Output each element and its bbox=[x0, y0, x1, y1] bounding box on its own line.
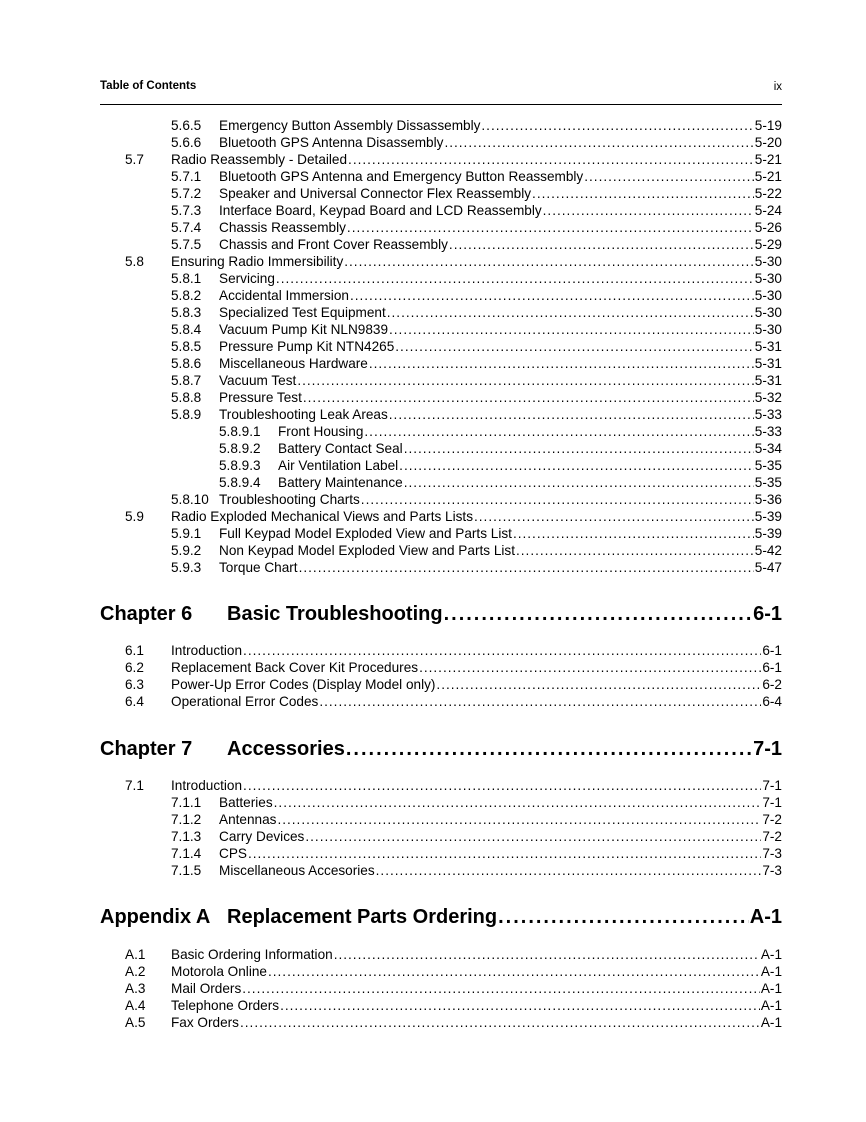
toc-entry-number: 6.3 bbox=[125, 677, 144, 692]
page-header bbox=[100, 78, 782, 105]
toc-entry-title: Introduction bbox=[171, 643, 243, 658]
toc-entry-page: 5-19 bbox=[754, 118, 782, 133]
toc-entry-page: 5-39 bbox=[754, 526, 782, 541]
toc-entry-number: 7.1 bbox=[125, 778, 144, 793]
toc-entry-number: 5.8.5 bbox=[171, 339, 202, 354]
toc-entry-title: CPS bbox=[219, 846, 247, 861]
toc-entry-page: 5-22 bbox=[754, 186, 782, 201]
toc-subentry[interactable] bbox=[219, 423, 782, 440]
toc-entry-page: 6-1 bbox=[762, 643, 782, 658]
toc-entry-number: 5.7.3 bbox=[171, 203, 202, 218]
toc-entry-number: 5.7 bbox=[125, 152, 144, 167]
toc-entry-page: 5-30 bbox=[754, 322, 782, 337]
toc-entry-title: Telephone Orders bbox=[171, 998, 280, 1013]
toc-entry-page: A-1 bbox=[760, 981, 782, 996]
toc-entry-title: Replacement Back Cover Kit Procedures bbox=[171, 660, 419, 675]
toc-entry-number: 5.7.2 bbox=[171, 186, 202, 201]
toc-entry-title: Basic Ordering Information bbox=[171, 947, 333, 962]
toc-section-entry[interactable] bbox=[125, 659, 782, 676]
toc-entry-page: A-1 bbox=[760, 998, 782, 1013]
toc-entry-title: Accidental Immersion bbox=[219, 288, 349, 303]
toc-entry[interactable] bbox=[171, 134, 782, 151]
toc-section-entry[interactable] bbox=[125, 508, 782, 525]
toc-entry[interactable] bbox=[171, 542, 782, 559]
toc-entry-page: 5-20 bbox=[754, 135, 782, 150]
toc-entry-title: Pressure Pump Kit NTN4265 bbox=[219, 339, 395, 354]
toc-entry-page: A-1 bbox=[760, 964, 782, 979]
toc-entry-title: Bluetooth GPS Antenna Disassembly bbox=[219, 135, 444, 150]
toc-section-entry[interactable] bbox=[125, 642, 782, 659]
toc-entry-page: 5-33 bbox=[754, 424, 782, 439]
toc-entry-title: Full Keypad Model Exploded View and Parts List bbox=[219, 526, 512, 541]
toc-entry-number: 5.8.9.2 bbox=[219, 441, 261, 456]
toc-entry[interactable] bbox=[171, 862, 782, 879]
toc-entry-page: 5-42 bbox=[754, 543, 782, 558]
toc-entry[interactable] bbox=[171, 828, 782, 845]
toc-entry-number: 7.1.5 bbox=[171, 863, 202, 878]
toc-entry-page: 6-4 bbox=[762, 694, 782, 709]
toc-entry[interactable] bbox=[171, 389, 782, 406]
toc-entry-page: 5-30 bbox=[754, 254, 782, 269]
toc-entry-title: Radio Reassembly - Detailed bbox=[171, 152, 348, 167]
toc-entry-title: Front Housing bbox=[278, 424, 364, 439]
chapter-label: Chapter 7 bbox=[100, 738, 193, 760]
toc-entry-page: A-1 bbox=[760, 1015, 782, 1030]
toc-entry-title: Radio Exploded Mechanical Views and Parts Lists bbox=[171, 509, 473, 524]
toc-entry-title: Motorola Online bbox=[171, 964, 267, 979]
toc-entry[interactable] bbox=[171, 338, 782, 355]
toc-entry[interactable] bbox=[171, 287, 782, 304]
chapter-label: Chapter 6 bbox=[100, 603, 193, 625]
toc-entry-title: Introduction bbox=[171, 778, 243, 793]
toc-entry-page: 6-2 bbox=[762, 677, 782, 692]
toc-entry-page: 5-35 bbox=[754, 458, 782, 473]
toc-entry-number: A.4 bbox=[125, 998, 146, 1013]
toc-entry-title: Specialized Test Equipment bbox=[219, 305, 386, 320]
toc-entry-page: 5-33 bbox=[754, 407, 782, 422]
toc-section-entry[interactable] bbox=[125, 980, 782, 997]
toc-entry-title: Bluetooth GPS Antenna and Emergency Button Reassembly bbox=[219, 169, 584, 184]
toc-entry[interactable] bbox=[171, 304, 782, 321]
toc-entry-page: 5-24 bbox=[754, 203, 782, 218]
toc-entry-number: 5.8.10 bbox=[171, 492, 209, 507]
toc-entry-title: Power-Up Error Codes (Display Model only) bbox=[171, 677, 436, 692]
header-page-number: ix bbox=[773, 81, 782, 93]
toc-entry[interactable] bbox=[171, 491, 782, 508]
toc-entry-page: 5-21 bbox=[754, 152, 782, 167]
toc-entry-page: 5-32 bbox=[754, 390, 782, 405]
toc-entry[interactable] bbox=[171, 372, 782, 389]
toc-entry-number: 6.2 bbox=[125, 660, 144, 675]
toc-section-entry[interactable] bbox=[125, 253, 782, 270]
appendix-page: A-1 bbox=[749, 906, 782, 928]
toc-entry-page: 5-29 bbox=[754, 237, 782, 252]
toc-entry-page: 5-26 bbox=[754, 220, 782, 235]
chapter-heading[interactable] bbox=[100, 736, 782, 762]
toc-entry-page: 5-36 bbox=[754, 492, 782, 507]
toc-entry[interactable] bbox=[171, 321, 782, 338]
toc-entry-title: Emergency Button Assembly Dissassembly bbox=[219, 118, 481, 133]
toc-entry-number: 5.8.4 bbox=[171, 322, 202, 337]
toc-entry-title: Interface Board, Keypad Board and LCD Reassembly bbox=[219, 203, 542, 218]
toc-entry-page: 5-31 bbox=[754, 373, 782, 388]
toc-entry[interactable] bbox=[171, 406, 782, 423]
header-section-title: Table of Contents bbox=[100, 80, 197, 92]
chapter-page: 6-1 bbox=[753, 603, 782, 625]
toc-entry[interactable] bbox=[171, 185, 782, 202]
toc-entry-number: 5.7.1 bbox=[171, 169, 202, 184]
toc-entry-number: 7.1.1 bbox=[171, 795, 202, 810]
toc-entry-number: 7.1.2 bbox=[171, 812, 202, 827]
toc-entry-page: 7-3 bbox=[762, 846, 782, 861]
toc-entry-page: 7-3 bbox=[762, 863, 782, 878]
toc-entry-number: 5.8.9.3 bbox=[219, 458, 261, 473]
toc-entry-number: 5.8.7 bbox=[171, 373, 202, 388]
toc-entry-title: Servicing bbox=[219, 271, 275, 286]
toc-entry[interactable] bbox=[171, 168, 782, 185]
toc-subentry[interactable] bbox=[219, 474, 782, 491]
toc-entry-number: 5.8.9.1 bbox=[219, 424, 261, 439]
toc-entry-number: 5.7.5 bbox=[171, 237, 202, 252]
toc-entry-page: 5-31 bbox=[754, 339, 782, 354]
toc-section-entry[interactable] bbox=[125, 151, 782, 168]
toc-entry-number: 6.1 bbox=[125, 643, 144, 658]
toc-entry-title: Speaker and Universal Connector Flex Reassembly bbox=[219, 186, 532, 201]
toc-entry-number: 7.1.4 bbox=[171, 846, 202, 861]
toc-entry-number: 5.8.6 bbox=[171, 356, 202, 371]
toc-entry-title: Chassis and Front Cover Reassembly bbox=[219, 237, 448, 252]
toc-entry-number: 7.1.3 bbox=[171, 829, 202, 844]
toc-entry-title: Troubleshooting Leak Areas bbox=[219, 407, 388, 422]
toc-entry[interactable] bbox=[171, 525, 782, 542]
toc-section-entry[interactable] bbox=[125, 1014, 782, 1031]
toc-entry-number: 5.9.2 bbox=[171, 543, 202, 558]
toc-entry-number: 5.8.2 bbox=[171, 288, 202, 303]
toc-entry-number: 5.7.4 bbox=[171, 220, 202, 235]
toc-entry-title: Mail Orders bbox=[171, 981, 242, 996]
toc-entry-number: 5.8.9.4 bbox=[219, 475, 261, 490]
appendix-label: Appendix A bbox=[100, 906, 211, 928]
toc-entry-number: 5.6.5 bbox=[171, 118, 202, 133]
toc-subentry[interactable] bbox=[219, 440, 782, 457]
toc-entry[interactable] bbox=[171, 794, 782, 811]
toc-entry-page: 5-30 bbox=[754, 271, 782, 286]
toc-entry-title: Miscellaneous Hardware bbox=[219, 356, 368, 371]
toc-entry-number: A.1 bbox=[125, 947, 146, 962]
appendix-heading[interactable] bbox=[100, 904, 782, 930]
toc-entry[interactable] bbox=[171, 355, 782, 372]
chapter-heading[interactable] bbox=[100, 601, 782, 627]
toc-entry-title: Non Keypad Model Exploded View and Parts List bbox=[219, 543, 515, 558]
toc-entry[interactable] bbox=[171, 811, 782, 828]
toc-entry-title: Torque Chart bbox=[219, 560, 298, 575]
toc-entry-number: 5.8.8 bbox=[171, 390, 202, 405]
toc-entry-title: Batteries bbox=[219, 795, 273, 810]
toc-entry-title: Miscellaneous Accesories bbox=[219, 863, 375, 878]
toc-section-entry[interactable] bbox=[125, 997, 782, 1014]
toc-entry-page: 5-30 bbox=[754, 288, 782, 303]
toc-entry-title: Vacuum Test bbox=[219, 373, 297, 388]
toc-entry-page: 7-1 bbox=[762, 795, 782, 810]
toc-entry-number: 5.8.3 bbox=[171, 305, 202, 320]
toc-section-entry[interactable] bbox=[125, 946, 782, 963]
toc-entry-page: 7-1 bbox=[762, 778, 782, 793]
toc-entry-page: 5-31 bbox=[754, 356, 782, 371]
toc-entry-page: 7-2 bbox=[762, 829, 782, 844]
toc-entry[interactable] bbox=[171, 236, 782, 253]
toc-entry-number: 5.9 bbox=[125, 509, 144, 524]
toc-entry-page: 5-39 bbox=[754, 509, 782, 524]
toc-entry-number: 5.8.9 bbox=[171, 407, 202, 422]
toc-section-entry[interactable] bbox=[125, 693, 782, 710]
toc-entry-number: A.2 bbox=[125, 964, 146, 979]
toc-subentry[interactable] bbox=[219, 457, 782, 474]
toc-entry-title: Operational Error Codes bbox=[171, 694, 319, 709]
toc-entry-title: Fax Orders bbox=[171, 1015, 239, 1030]
toc-entry-page: 5-47 bbox=[754, 560, 782, 575]
toc-entry-title: Air Ventilation Label bbox=[278, 458, 399, 473]
toc-entry-number: 5.6.6 bbox=[171, 135, 202, 150]
toc-entry-page: 5-35 bbox=[754, 475, 782, 490]
toc-entry-page: 5-21 bbox=[754, 169, 782, 184]
toc-entry[interactable] bbox=[171, 845, 782, 862]
toc-entry-page: 6-1 bbox=[762, 660, 782, 675]
toc-entry-number: 6.4 bbox=[125, 694, 144, 709]
toc-entry[interactable] bbox=[171, 270, 782, 287]
toc-entry-title: Battery Maintenance bbox=[278, 475, 403, 490]
toc-section-entry[interactable] bbox=[125, 963, 782, 980]
toc-entry-number: A.3 bbox=[125, 981, 146, 996]
toc-entry-page: 5-34 bbox=[754, 441, 782, 456]
toc-entry-title: Battery Contact Seal bbox=[278, 441, 403, 456]
toc-section-entry[interactable] bbox=[125, 676, 782, 693]
appendix-title: Replacement Parts Ordering bbox=[227, 906, 498, 928]
toc-entry-title: Carry Devices bbox=[219, 829, 305, 844]
chapter-title: Basic Troubleshooting bbox=[227, 603, 443, 625]
toc-entry[interactable] bbox=[171, 559, 782, 576]
toc-entry[interactable] bbox=[171, 219, 782, 236]
toc-entry-number: A.5 bbox=[125, 1015, 146, 1030]
toc-entry-title: Troubleshooting Charts bbox=[219, 492, 360, 507]
toc-entry-number: 5.9.1 bbox=[171, 526, 202, 541]
toc-entry-number: 5.8 bbox=[125, 254, 144, 269]
chapter-page: 7-1 bbox=[753, 738, 782, 760]
toc-entry[interactable] bbox=[171, 117, 782, 134]
toc-entry-number: 5.9.3 bbox=[171, 560, 202, 575]
chapter-title: Accessories bbox=[227, 738, 345, 760]
toc-entry-page: 7-2 bbox=[762, 812, 782, 827]
toc-entry-title: Ensuring Radio Immersibility bbox=[171, 254, 344, 269]
toc-entry-page: A-1 bbox=[760, 947, 782, 962]
toc-entry-title: Antennas bbox=[219, 812, 277, 827]
toc-entry-title: Pressure Test bbox=[219, 390, 302, 405]
toc-entry-page: 5-30 bbox=[754, 305, 782, 320]
toc-entry-title: Chassis Reassembly bbox=[219, 220, 346, 235]
toc-entry-title: Vacuum Pump Kit NLN9839 bbox=[219, 322, 388, 337]
toc-section-entry[interactable] bbox=[125, 777, 782, 794]
toc-entry[interactable] bbox=[171, 202, 782, 219]
toc-entry-number: 5.8.1 bbox=[171, 271, 202, 286]
